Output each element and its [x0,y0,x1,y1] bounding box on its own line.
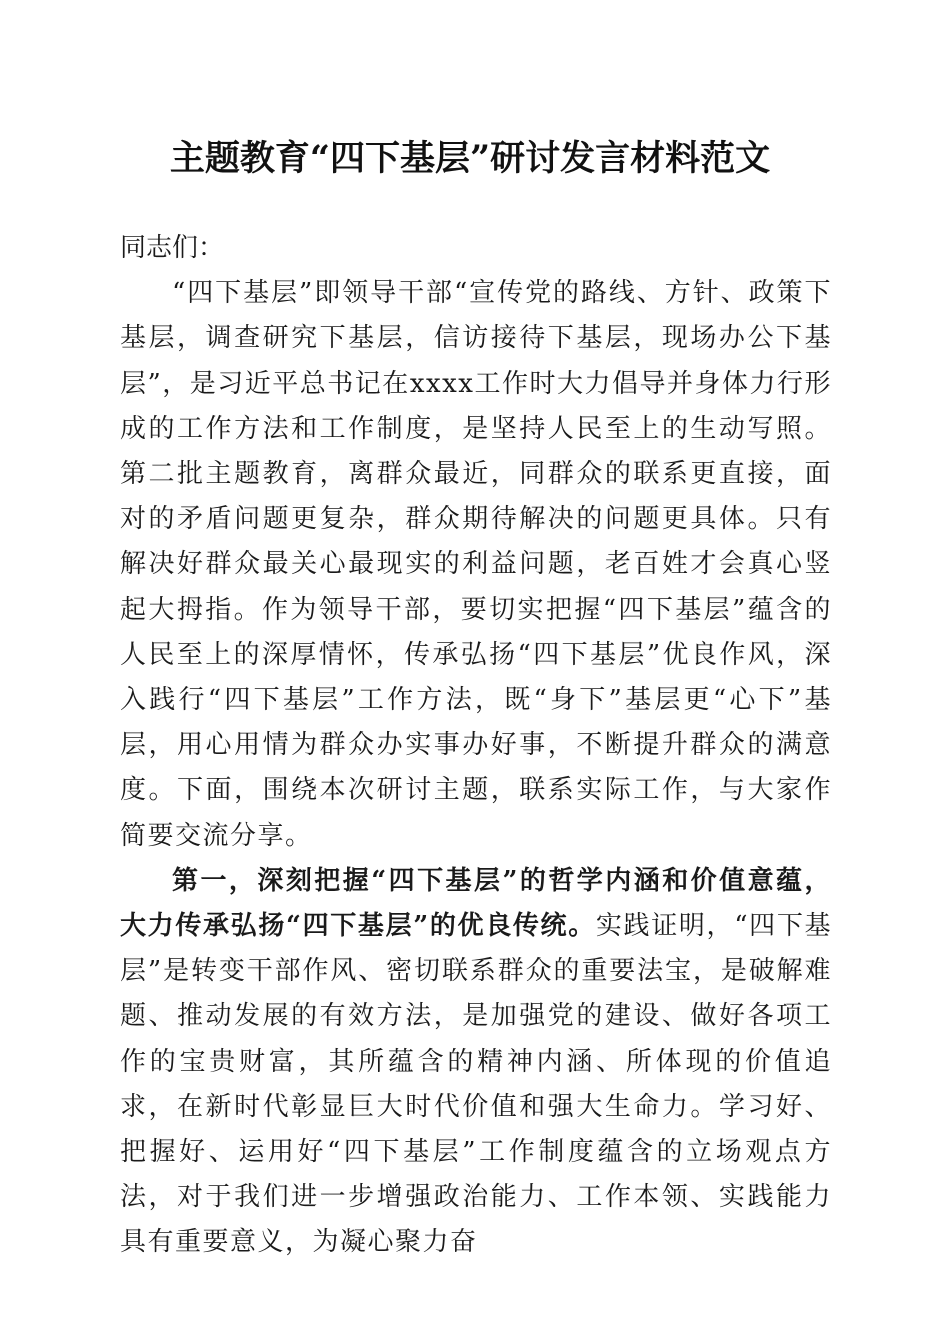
document-title: 主题教育“四下基层”研讨发言材料范文 [169,138,771,179]
document-body [120,226,832,1266]
paragraph-point-one-heading: 第一，深刻把握“四下基层”的哲学内涵和价值意蕴，大力传承弘扬“四下基层”的优良传统。 [120,865,832,942]
paragraph-point-one-body: 实践证明，“四下基层”是转变干部作风、密切联系群众的重要法宝，是破解难题、推动发展的有效方法，是加强党的建设、做好各项工作的宝贵财富，其所蕴含的精神内涵、所体现的价值追求，在新时代彰显巨大时代价值和强大生命力。学习好、把握好、运用好“四下基层”工作制度蕴含的立场观点方法，对于我们进一步增强政治能力、工作本领、实践能力具有重要意义，为凝心聚力奋 [120,911,832,1258]
salutation: 同志们： [120,233,225,263]
paragraph-point-one [120,859,832,1266]
paragraph-intro: “四下基层”即领导干部“宣传党的路线、方针、政策下基层，调查研究下基层，信访接待下基层，现场办公下基层”，是习近平总书记在xxxx工作时大力倡导并身体力行形成的工作方法和工作制度，是坚持人民至上的生动写照。第二批主题教育，离群众最近，同群众的联系更直接，面对的矛盾问题更复杂，群众期待解决的问题更具体。只有解决好群众最关心最现实的利益问题，老百姓才会真心竖起大拇指。作为领导干部，要切实把握“四下基层”蕴含的人民至上的深厚情怀，传承弘扬“四下基层”优良作风，深入践行“四下基层”工作方法，既“身下”基层更“心下”基层，用心用情为群众办实事办好事，不断提升群众的满意度。下面，围绕本次研讨主题，联系实际工作，与大家作简要交流分享。 [120,278,832,851]
